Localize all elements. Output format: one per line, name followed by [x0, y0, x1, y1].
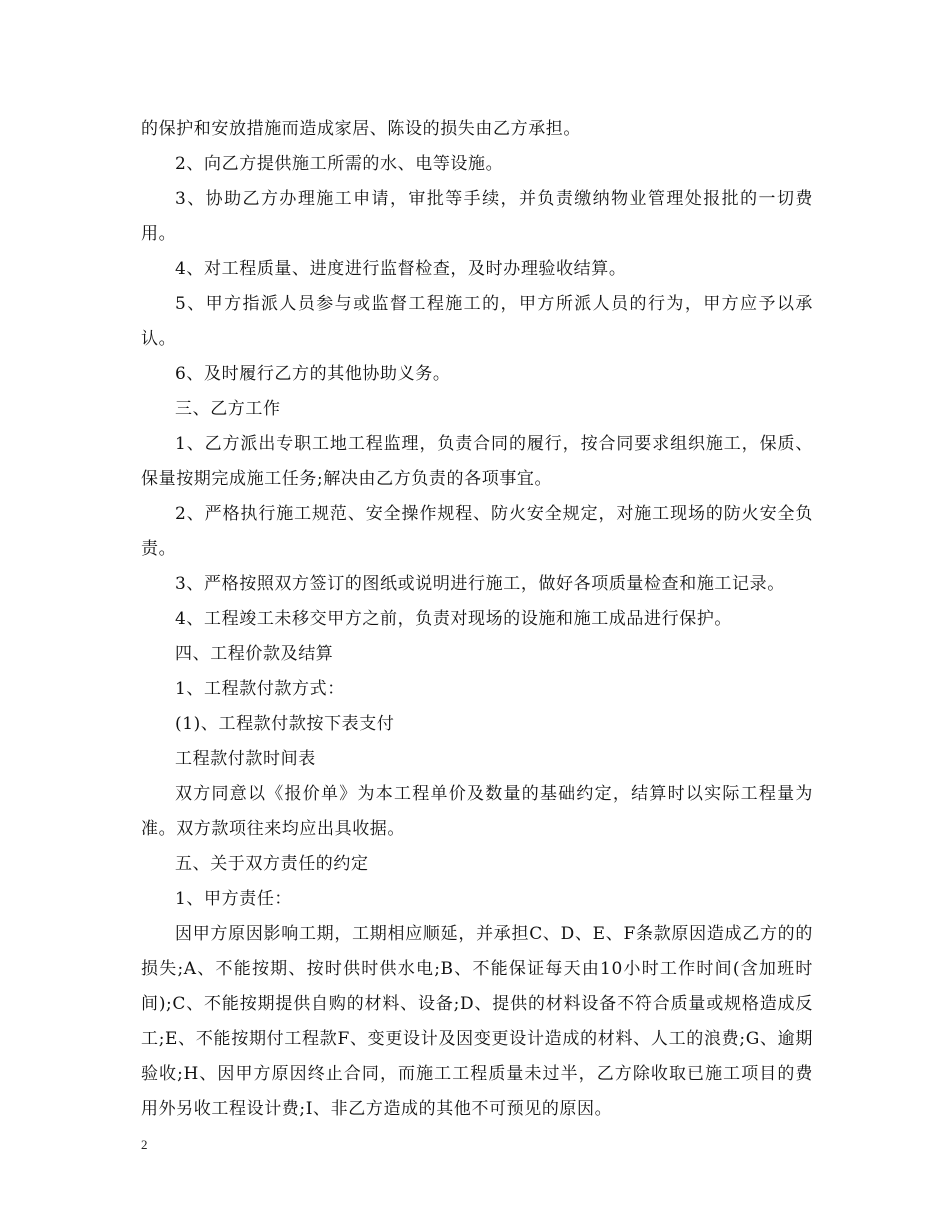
paragraph-item: 2、向乙方提供施工所需的水、电等设施。 [175, 154, 504, 174]
paragraph-item: 2、严格执行施工规范、安全操作规程、防火安全规定，对施工现场的防火安全负责。 [141, 504, 813, 559]
paragraph-continuation: 的保护和安放措施而造成家居、陈设的损失由乙方承担。 [141, 119, 581, 139]
section-heading: 四、工程价款及结算 [175, 644, 334, 664]
paragraph-item: 3、严格按照双方签订的图纸或说明进行施工，做好各项质量检查和施工记录。 [175, 574, 785, 594]
paragraph-item: 3、协助乙方办理施工申请，审批等手续，并负责缴纳物业管理处报批的一切费用。 [141, 189, 813, 244]
section-heading: 三、乙方工作 [175, 399, 281, 419]
document-body [141, 112, 813, 1127]
paragraph-item: 1、工程款付款方式： [175, 679, 345, 699]
paragraph-item: 4、工程竣工未移交甲方之前，负责对现场的设施和施工成品进行保护。 [175, 609, 733, 629]
paragraph-item: 因甲方原因影响工期，工期相应顺延，并承担C、D、E、F条款原因造成乙方的的损失;A、不能按期、按时供时供水电;B、不能保证每天由10小时工作时间(含加班时间);C、不能按期提供自购的材料、设备;D、提供的材料设备不符合质量或规格造成反工;E、不能按期付工程款F、变更设计及因变更设计造成的材料、人工的浪费;G、逾期验收;H、因甲方原因终止合同，而施工工程质量未过半，乙方除收取已施工项目的费用外另收工程设计费;I、非乙方造成的其他不可预见的原因。 [141, 924, 813, 1119]
page-number: 2 [141, 1137, 148, 1152]
paragraph-item: 双方同意以《报价单》为本工程单价及数量的基础约定，结算时以实际工程量为准。双方款项往来均应出具收据。 [141, 784, 813, 839]
table-caption: 工程款付款时间表 [175, 749, 316, 769]
paragraph-item: 1、乙方派出专职工地工程监理，负责合同的履行，按合同要求组织施工，保质、保量按期完成施工任务;解决由乙方负责的各项事宜。 [141, 434, 813, 489]
paragraph-item: 6、及时履行乙方的其他协助义务。 [175, 364, 451, 384]
paragraph-item: 5、甲方指派人员参与或监督工程施工的，甲方所派人员的行为，甲方应予以承认。 [141, 294, 813, 349]
paragraph-item: 4、对工程质量、进度进行监督检查，及时办理验收结算。 [175, 259, 627, 279]
section-heading: 五、关于双方责任的约定 [175, 854, 369, 874]
paragraph-item: (1)、工程款付款按下表支付 [175, 714, 395, 734]
paragraph-item: 1、甲方责任： [175, 889, 293, 909]
